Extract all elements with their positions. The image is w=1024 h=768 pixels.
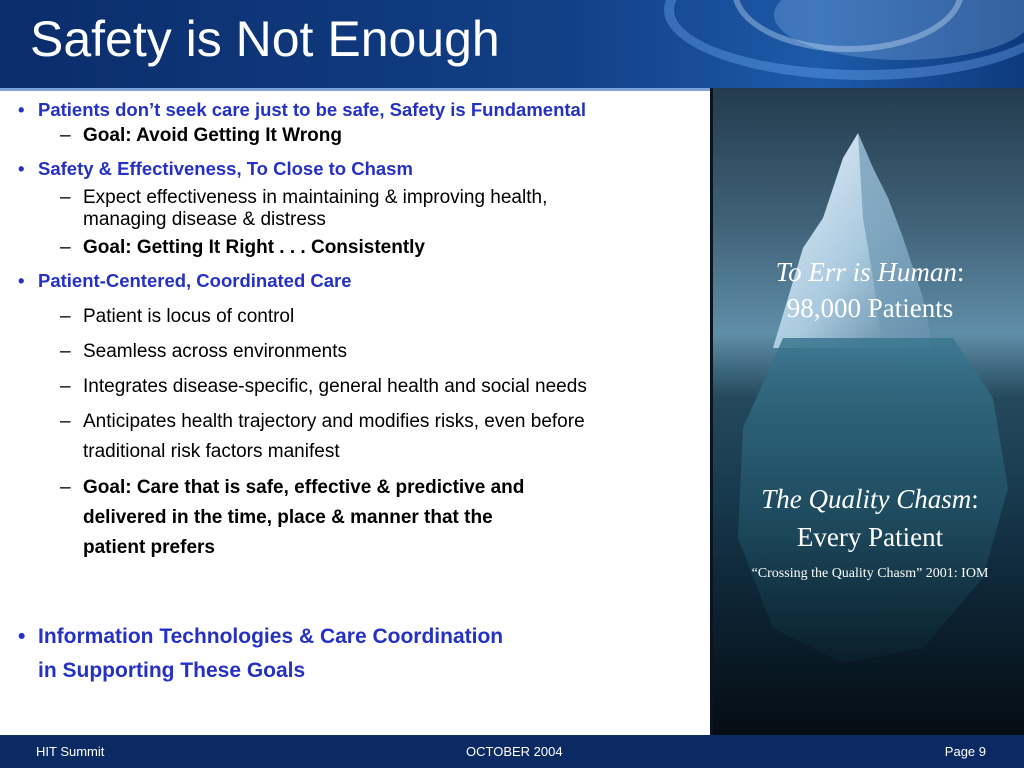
bullet-content — [0, 95, 710, 735]
sub-bullet-text: Avoid Getting It Wrong — [136, 125, 342, 146]
iceberg-image — [710, 88, 1024, 735]
slide-header — [0, 0, 1024, 90]
bullet-text: Patients don’t seek care just to be safe, Safety is Fundamental — [38, 99, 586, 120]
dash-marker: – — [60, 306, 71, 327]
bullet-text: Safety & Effectiveness, To Close to Chasm — [38, 158, 413, 179]
footer-event-name: HIT Summit — [36, 744, 105, 759]
bullet-marker: • — [18, 158, 25, 179]
goal-prefix: Goal: — [83, 125, 137, 146]
sub-bullet-text: Patient is locus of control — [83, 306, 295, 327]
footer-date: OCTOBER 2004 — [466, 744, 563, 759]
caption-title: To Err is Human — [775, 257, 957, 287]
bullet-marker: • — [18, 625, 26, 648]
slide-footer — [0, 735, 1024, 768]
dash-marker: – — [60, 237, 71, 258]
dash-marker: – — [60, 341, 71, 362]
bullet-text: in Supporting These Goals — [38, 659, 306, 682]
sub-bullet-text: managing disease & distress — [83, 209, 326, 230]
bullet-text: Patient-Centered, Coordinated Care — [38, 270, 352, 291]
dash-marker: – — [60, 477, 71, 498]
sub-bullet-text: Goal: Care that is safe, effective & predictive and — [83, 477, 525, 498]
sub-bullet-text: Anticipates health trajectory and modifies risks, even before — [83, 411, 585, 432]
sub-bullet-text: Seamless across environments — [83, 341, 347, 362]
bullet-marker: • — [18, 99, 25, 120]
dash-marker: – — [60, 125, 71, 146]
caption-subtitle: Every Patient — [796, 522, 944, 552]
slide-title: Safety is Not Enough — [30, 11, 500, 67]
page-number: Page 9 — [944, 744, 986, 759]
dash-marker: – — [60, 376, 71, 397]
bullet-marker: • — [18, 270, 25, 291]
sub-bullet-text: patient prefers — [83, 537, 215, 558]
dash-marker: – — [60, 411, 71, 432]
bullet-text: Information Technologies & Care Coordination — [38, 625, 504, 648]
caption-title: The Quality Chasm — [761, 484, 972, 514]
sub-bullet-text: Expect effectiveness in maintaining & improving health, — [83, 187, 548, 208]
sub-bullet-text: Goal: Getting It Right . . . Consistently — [83, 237, 425, 258]
to-err-caption: To Err is Human: 98,000 Patients — [713, 254, 1024, 326]
quality-chasm-caption: The Quality Chasm: Every Patient — [713, 480, 1024, 556]
dash-marker: – — [60, 187, 71, 208]
sub-bullet-text: Integrates disease-specific, general health and social needs — [83, 376, 587, 397]
sub-bullet-text: traditional risk factors manifest — [83, 441, 340, 462]
caption-subtitle: 98,000 Patients — [786, 293, 954, 323]
sub-bullet-text: delivered in the time, place & manner that the — [83, 507, 493, 528]
source-citation: “Crossing the Quality Chasm” 2001: IOM — [751, 566, 989, 581]
